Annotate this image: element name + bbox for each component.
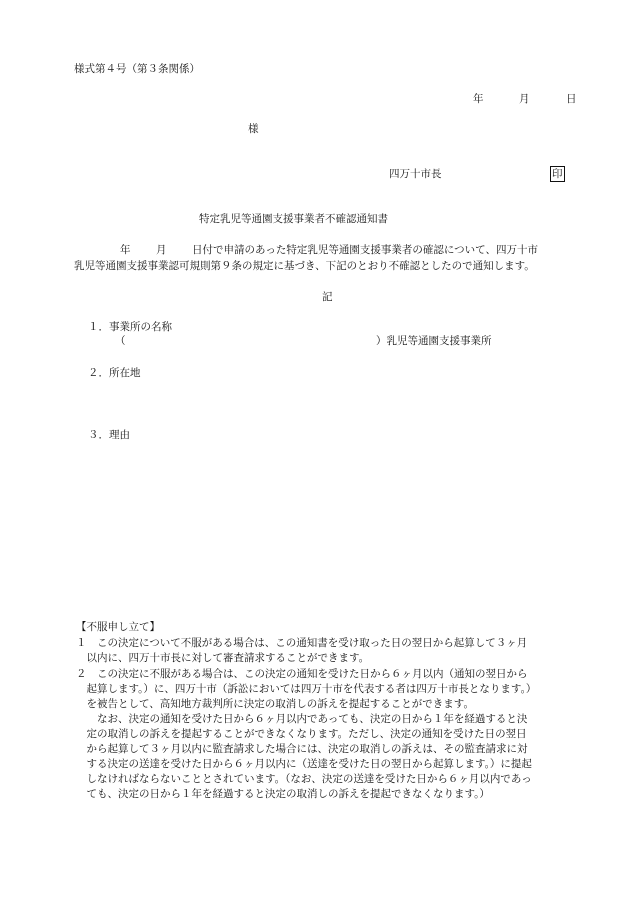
item1-open-paren: （: [115, 335, 126, 347]
addressee-suffix: 様: [248, 123, 259, 135]
seal-mark: 印: [552, 168, 563, 180]
intro-month-label: 月: [156, 244, 167, 256]
item2-label: ２．所在地: [88, 367, 141, 379]
item1-label: １．事業所の名称: [88, 321, 172, 333]
item3-label: ３．理由: [88, 429, 130, 441]
intro-line2-text: 乳児等通園支援事業認可規則第９条の規定に基づき、下記のとおり不確認としたので通知します。: [74, 260, 535, 272]
appeal-p1-line: １ この決定について不服がある場合は、この通知書を受け取った日の翌日から起算して３ヶ月: [76, 637, 528, 649]
issuer-title: 四万十市長: [389, 168, 442, 180]
appeal-p2-line: なお、決定の通知を受けた日から６ヶ月以内であっても、決定の日から１年を経過すると決: [76, 713, 528, 725]
date-day-label: 日: [566, 93, 577, 105]
date-month-label: 月: [519, 93, 530, 105]
appeal-p2-line: しなければならないこととされています。（なお、決定の送達を受けた日から６ヶ月以内であっ: [76, 773, 532, 785]
appeal-paragraph-1: [76, 636, 596, 666]
document-title: 特定乳児等通園支援事業者不確認通知書: [199, 213, 388, 225]
date-year-label: 年: [473, 93, 484, 105]
item1-close-suffix: ）乳児等通園支援事業所: [376, 335, 492, 347]
appeal-p2-line: ても、決定の日から１年を経過すると決定の取消しの訴えを提起できなくなります。）: [76, 788, 490, 800]
appeal-p2-line: から起算して３ヶ月以内に監査請求した場合には、決定の取消しの訴えは、その監査請求に対: [76, 743, 528, 755]
appeal-p2-line: ２ この決定に不服がある場合は、この決定の通知を受けた日から６ヶ月以内（通知の翌日から: [76, 668, 528, 680]
appeal-p2-line: 定の取消しの訴えを提起することができなくなります。ただし、決定の通知を受けた日の翌日: [76, 728, 527, 740]
appeal-paragraph-2: [76, 667, 596, 802]
ki-heading: 記: [322, 291, 333, 303]
appeal-heading: 【不服申し立て】: [76, 621, 160, 633]
appeal-p2-line: する決定の送達を受けた日から６ヶ月以内に（送達を受けた日の翌日から起算します。）に提起: [76, 758, 532, 770]
appeal-p1-line: 以内に、四万十市長に対して審査請求することができます。: [76, 652, 370, 664]
appeal-p2-line: を被告として、高知地方裁判所に決定の取消しの訴えを提起することができます。: [76, 698, 474, 710]
form-number: 様式第４号（第３条関係）: [74, 63, 200, 75]
appeal-p2-line: 起算します。）に、四万十市（訴訟においては四万十市を代表する者は四万十市長となります。）: [76, 683, 537, 695]
intro-line1-text: 日付で申請のあった特定乳児等通園支援事業者の確認について、四万十市: [192, 244, 538, 256]
intro-year-label: 年: [120, 244, 131, 256]
